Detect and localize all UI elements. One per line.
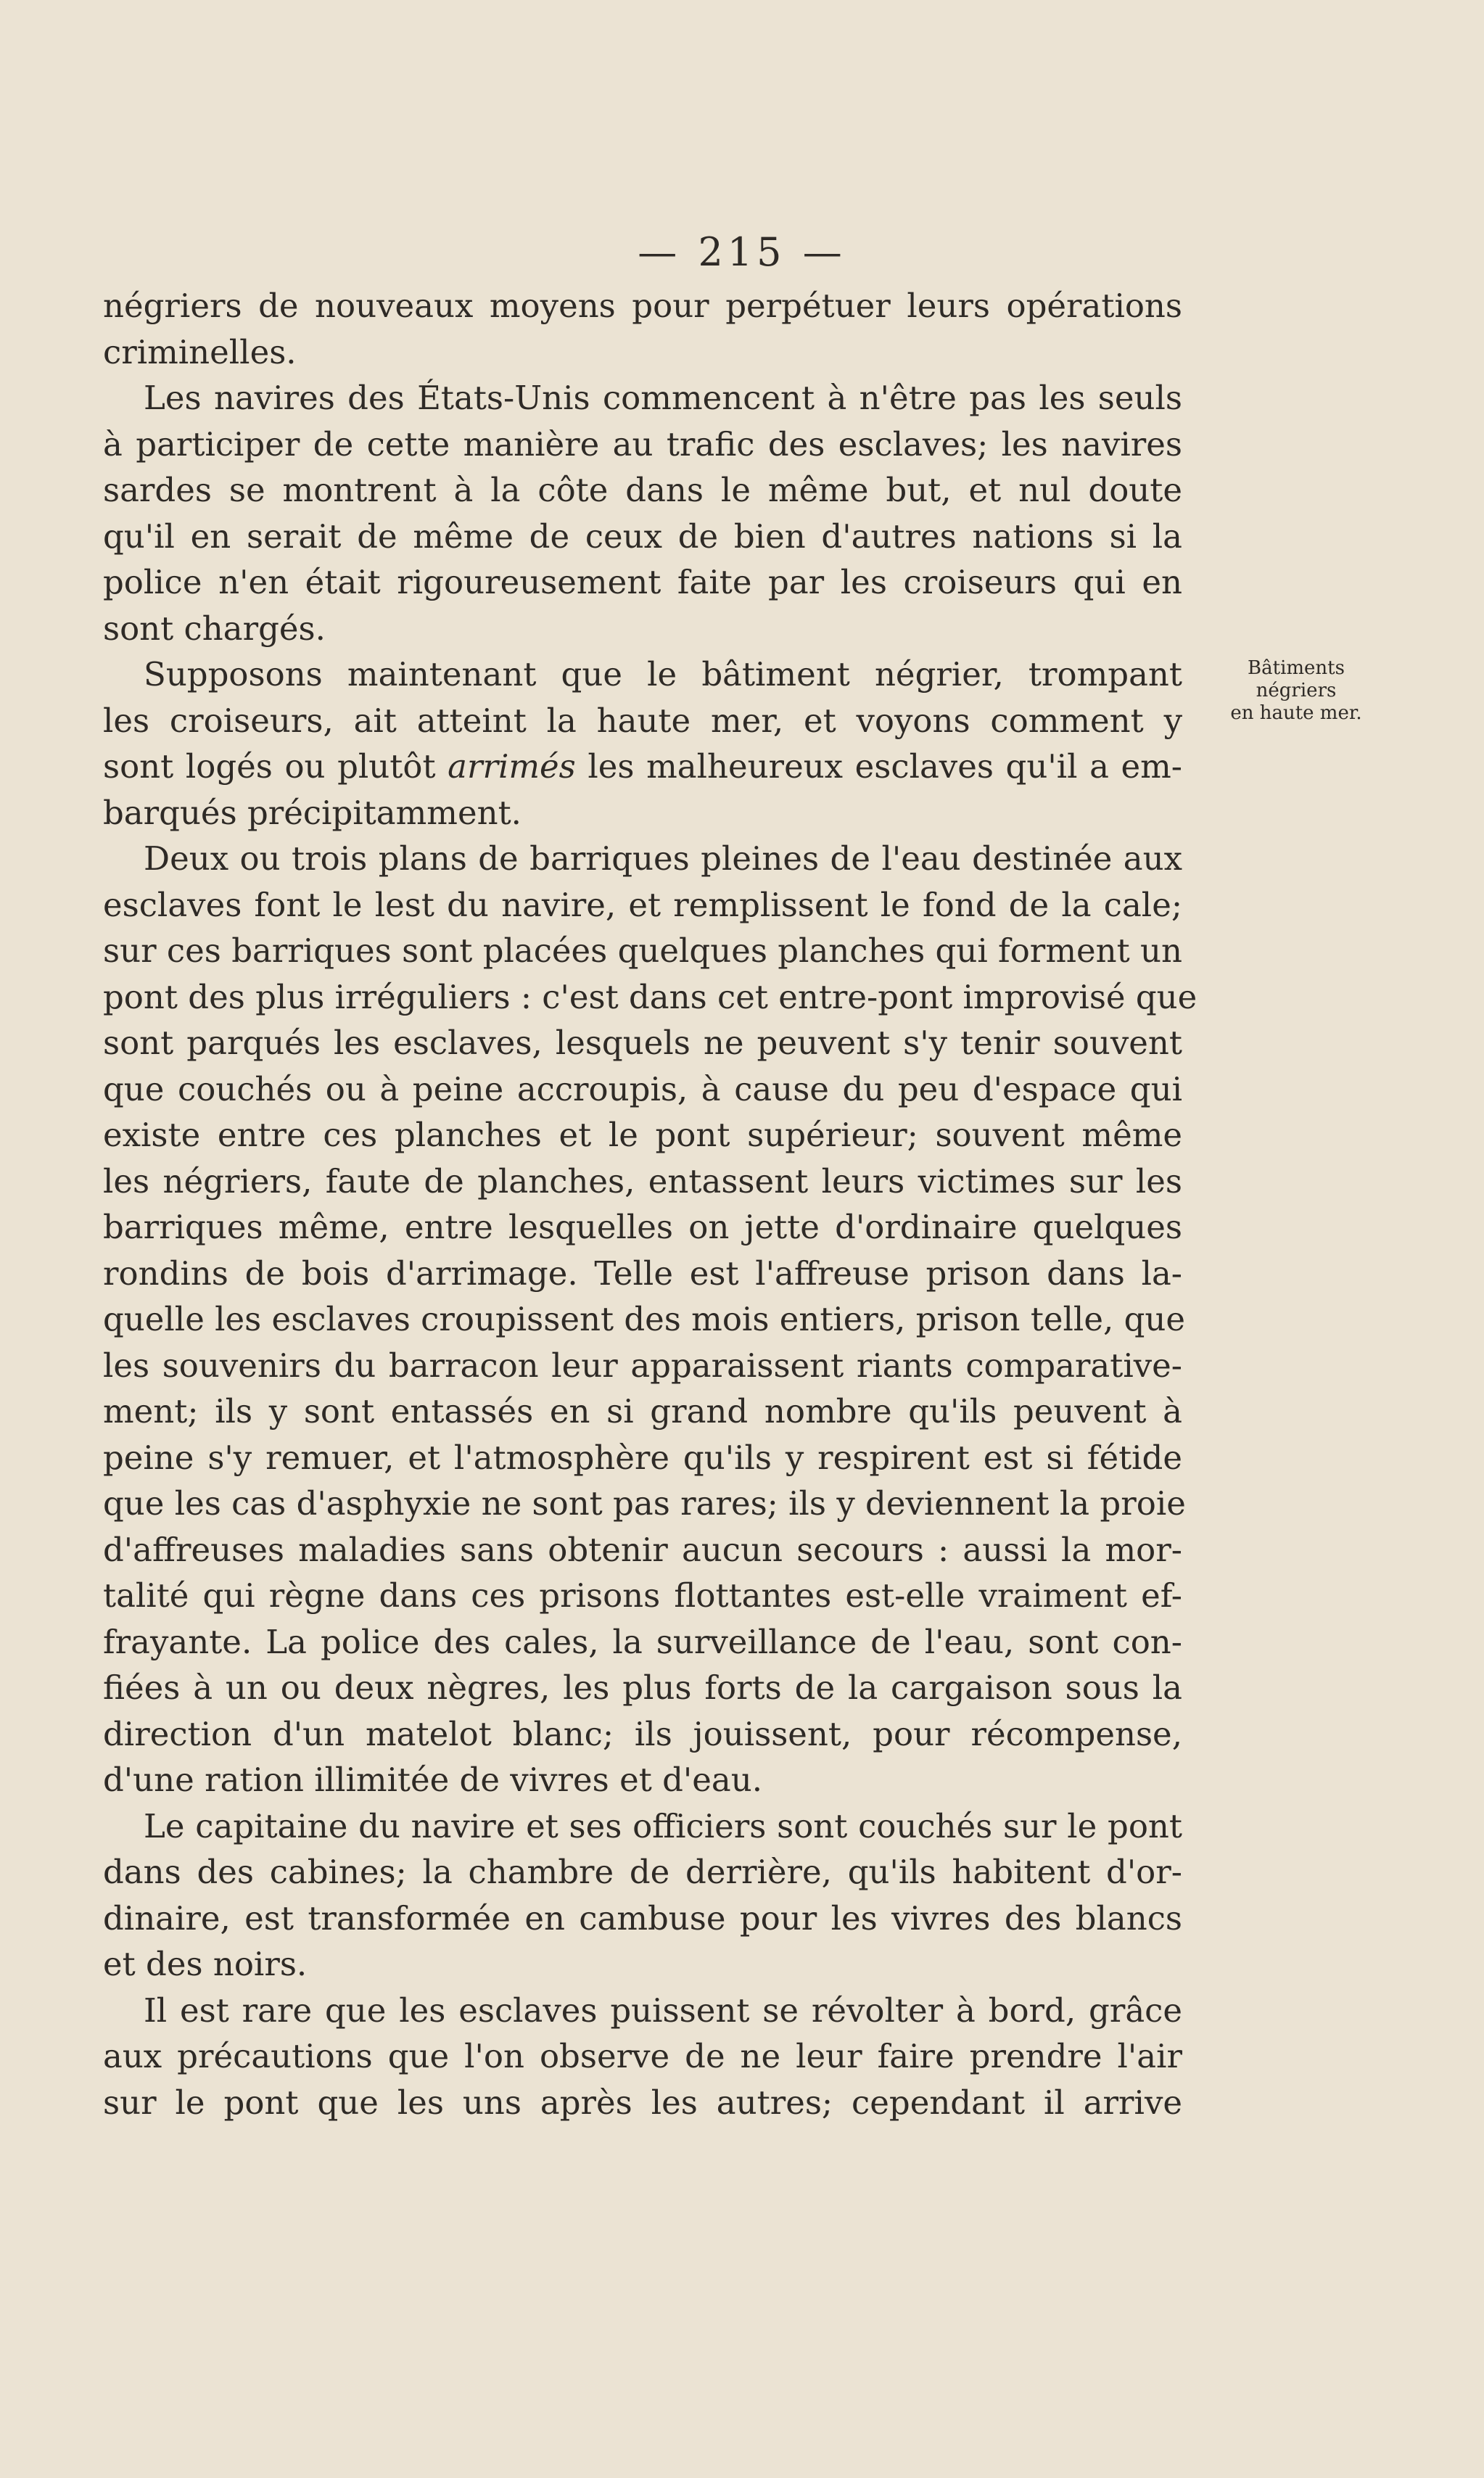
text-line: sont logés ou plutôt arrimés les malheureux esclaves qu'il a em-: [103, 747, 1182, 786]
text-line: ment; ils y sont entassés en si grand nombre qu'ils peuvent à: [103, 1392, 1182, 1431]
text-line: les négriers, faute de planches, entassent leurs victimes sur les: [103, 1161, 1182, 1201]
text-line: et des noirs.: [103, 1945, 308, 1983]
text-line: sont parqués les esclaves, lesquels ne peuvent s'y tenir souvent: [103, 1024, 1182, 1062]
text-line: qu'il en serait de même de ceux de bien d'autres nations si la: [103, 516, 1182, 556]
text-line: rondins de bois d'arrimage. Telle est l'affreuse prison dans la-: [103, 1254, 1182, 1293]
text-line: les souvenirs du barracon leur apparaissent riants comparative-: [103, 1346, 1182, 1385]
text-line: les croiseurs, ait atteint la haute mer, et voyons comment y: [103, 701, 1182, 740]
text-line: sur le pont que les uns après les autres; cependant il arrive: [103, 2083, 1182, 2122]
text-line: existe entre ces planches et le pont supérieur; souvent même: [103, 1116, 1182, 1154]
text-line: sardes se montrent à la côte dans le même but, et nul doute: [103, 471, 1182, 509]
text-line: que couchés ou à peine accroupis, à cause du peu d'espace qui: [103, 1069, 1182, 1108]
text-line: frayante. La police des cales, la surveillance de l'eau, sont con-: [103, 1622, 1182, 1661]
marginal-note-line: négriers: [1256, 680, 1337, 701]
marginal-note-line: en haute mer.: [1230, 702, 1362, 724]
text-line: criminelles.: [103, 332, 297, 371]
marginal-note: [1198, 657, 1394, 725]
page-number: — 215 —: [638, 229, 846, 275]
text-line: police n'en était rigoureusement faite par les croiseurs qui en: [103, 563, 1182, 601]
text-line: pont des plus irréguliers : c'est dans cet entre-pont improvisé que: [103, 977, 1197, 1016]
body-text: [103, 283, 1197, 2125]
text-line: Supposons maintenant que le bâtiment négrier, trompant: [144, 655, 1182, 693]
text-line: dans des cabines; la chambre de derrière, qu'ils habitent d'or-: [103, 1853, 1182, 1891]
text-line: Il est rare que les esclaves puissent se révolter à bord, grâce: [144, 1991, 1182, 2030]
text-line: direction d'un matelot blanc; ils jouissent, pour récompense,: [103, 1714, 1182, 1753]
text-line: aux précautions que l'on observe de ne leur faire prendre l'air: [103, 2037, 1182, 2075]
text-line: négriers de nouveaux moyens pour perpétuer leurs opérations: [103, 287, 1182, 325]
text-line: d'une ration illimitée de vivres et d'eau.: [103, 1761, 763, 1799]
text-line: Deux ou trois plans de barriques pleines de l'eau destinée aux: [144, 839, 1182, 878]
text-line: sur ces barriques sont placées quelques planches qui forment un: [103, 931, 1182, 970]
text-line: Les navires des États-Unis commencent à n'être pas les seuls: [144, 379, 1182, 417]
text-line: quelle les esclaves croupissent des mois entiers, prison telle, que: [103, 1300, 1185, 1338]
text-line: que les cas d'asphyxie ne sont pas rares; ils y deviennent la proie: [103, 1484, 1186, 1523]
text-line: talité qui règne dans ces prisons flottantes est-elle vraiment ef-: [103, 1576, 1182, 1615]
text-line: Le capitaine du navire et ses officiers sont couchés sur le pont: [144, 1806, 1182, 1845]
text-line: sont chargés.: [103, 609, 326, 648]
text-line: esclaves font le lest du navire, et remplissent le fond de la cale;: [103, 885, 1182, 924]
text-line: fiées à un ou deux nègres, les plus forts de la cargaison sous la: [103, 1668, 1182, 1707]
text-line: barqués précipitamment.: [103, 793, 522, 832]
text-line: barriques même, entre lesquelles on jette d'ordinaire quelques: [103, 1208, 1182, 1246]
text-line: à participer de cette manière au trafic des esclaves; les navires: [103, 424, 1182, 464]
text-line: d'affreuses maladies sans obtenir aucun secours : aussi la mor-: [103, 1530, 1182, 1569]
text-line: peine s'y remuer, et l'atmosphère qu'ils y respirent est si fétide: [103, 1438, 1182, 1477]
text-line: dinaire, est transformée en cambuse pour les vivres des blancs: [103, 1898, 1182, 1938]
marginal-note-line: Bâtiments: [1248, 657, 1345, 679]
